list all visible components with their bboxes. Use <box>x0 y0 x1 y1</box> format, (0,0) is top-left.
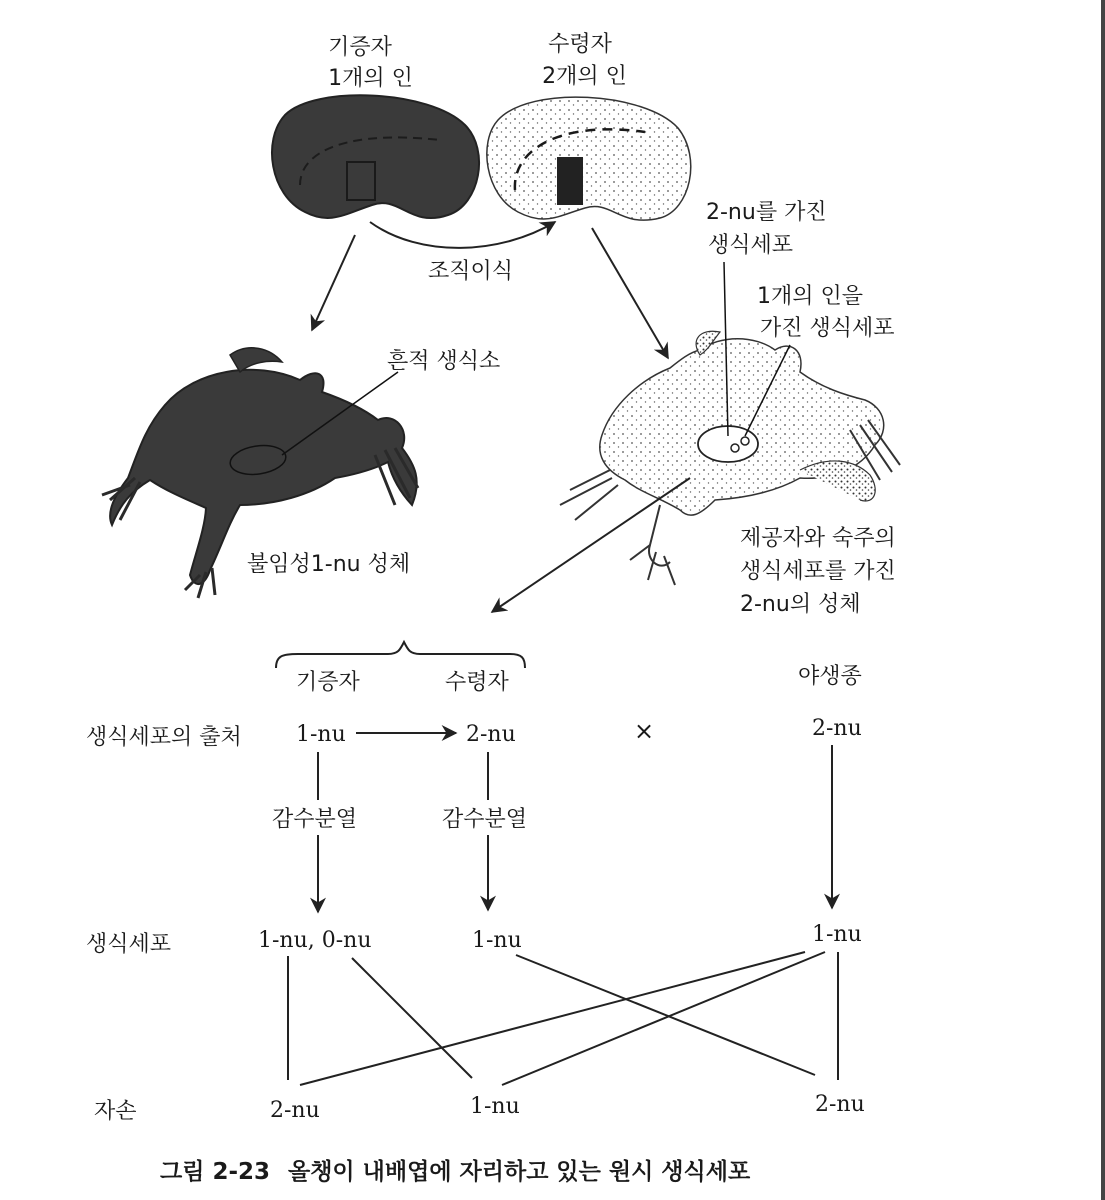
transplant-label: 조직이식 <box>428 259 514 284</box>
recipient-subtitle: 2개의 인 <box>542 64 627 89</box>
gamete-donor: 1-nu, 0-nu <box>258 928 372 953</box>
figure-number: 그림 2-23 <box>160 1159 270 1185</box>
line-gamete0-to-off-mid <box>352 958 472 1078</box>
recipient-embryo <box>487 97 691 220</box>
row-offspring-label: 자손 <box>94 1099 137 1124</box>
gamete-recipient: 1-nu <box>472 928 522 953</box>
donor-title: 기증자 <box>328 35 392 60</box>
germ-1nu-label-line1: 1개의 인을 <box>757 284 863 309</box>
header-donor: 기증자 <box>296 670 360 695</box>
offspring-right: 2-nu <box>815 1092 865 1117</box>
line-recipient-to-off-right <box>516 955 815 1075</box>
vestigial-gonad-label: 흔적 생식소 <box>387 349 501 374</box>
donor-subtitle: 1개의 인 <box>328 66 413 91</box>
origin-recipient: 2-nu <box>466 722 516 747</box>
header-wild: 야생종 <box>798 664 862 689</box>
page-edge <box>1101 0 1105 1200</box>
header-recipient: 수령자 <box>445 670 509 695</box>
figure-caption-text: 올챙이 내배엽에 자리하고 있는 원시 생식세포 <box>288 1159 751 1185</box>
cross-symbol: × <box>634 717 655 745</box>
origin-donor: 1-nu <box>296 722 346 747</box>
recipient-title: 수령자 <box>548 32 612 57</box>
arrow-to-cross <box>492 478 690 612</box>
germ-1nu-label-line2: 가진 생식세포 <box>760 316 895 341</box>
arrow-to-sterile-frog <box>312 235 355 330</box>
donor-embryo <box>272 95 479 218</box>
meiosis-recipient: 감수분열 <box>442 807 528 832</box>
transplant-arrow <box>370 222 555 248</box>
germ-2nu-label-line2: 생식세포 <box>708 233 794 258</box>
fertile-frog-caption-line3: 2-nu의 성체 <box>740 592 861 617</box>
fertile-frog-caption-line1: 제공자와 숙주의 <box>740 526 896 551</box>
fertile-frog-caption-line2: 생식세포를 가진 <box>740 559 896 584</box>
figure-caption <box>160 1153 750 1186</box>
row-gamete-label: 생식세포 <box>86 932 172 957</box>
arrow-to-fertile-frog <box>592 228 668 358</box>
gamete-wild: 1-nu <box>812 922 862 947</box>
recipient-graft <box>557 157 583 205</box>
header-brace <box>276 642 525 668</box>
origin-wild: 2-nu <box>812 716 862 741</box>
germ-2nu-label-line1: 2-nu를 가진 <box>706 200 827 225</box>
sterile-frog-caption: 불임성1-nu 성체 <box>247 552 411 577</box>
offspring-left: 2-nu <box>270 1098 320 1123</box>
row-origin-label: 생식세포의 출처 <box>86 725 242 750</box>
meiosis-donor: 감수분열 <box>272 807 358 832</box>
offspring-mid: 1-nu <box>470 1094 520 1119</box>
